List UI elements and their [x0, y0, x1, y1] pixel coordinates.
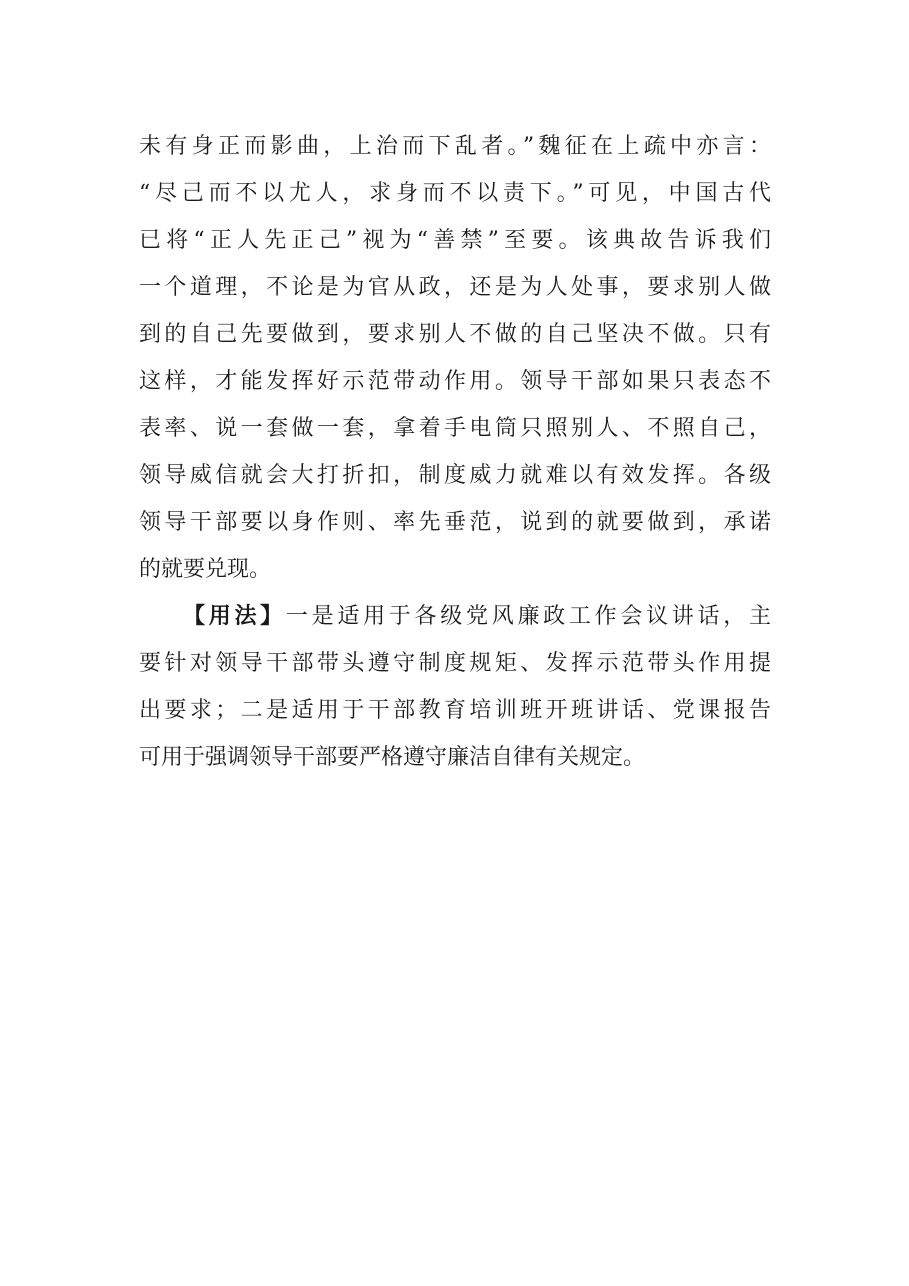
usage-label: 【用法】: [183, 603, 286, 629]
text-line: 一个道理，不论是为官从政，还是为人处事，要求别人做: [139, 275, 771, 300]
text-line: 领导威信就会大打折扣，制度威力就难以有效发挥。各级: [139, 463, 771, 488]
text-line: 这样，才能发挥好示范带动作用。领导干部如果只表态不: [139, 369, 771, 394]
paragraph-story: [139, 123, 771, 593]
text-line: “尽己而不以尤人，求身而不以责下。”可见，中国古代: [139, 181, 771, 206]
text-line: 出要求；二是适用于干部教育培训班开班讲话、党课报告: [139, 698, 771, 723]
text-line: 领导干部要以身作则、率先垂范，说到的就要做到，承诺: [139, 510, 771, 535]
text-line: 到的自己先要做到，要求别人不做的自己坚决不做。只有: [139, 322, 771, 347]
text-line: 要针对领导干部带头遵守制度规矩、发挥示范带头作用提: [139, 651, 771, 676]
text-line: 未有身正而影曲，上治而下乱者。”魏征在上疏中亦言：: [139, 134, 771, 159]
text-line: 可用于强调领导干部要严格遵守廉洁自律有关规定。: [139, 745, 646, 770]
text-line: 的就要兑现。: [139, 557, 272, 582]
text-line: 已将“正人先正己”视为“善禁”至要。该典故告诉我们: [139, 228, 771, 253]
document-body: [139, 123, 771, 781]
text-line: 表率、说一套做一套，拿着手电筒只照别人、不照自己，: [139, 416, 771, 441]
usage-first-line: 一是适用于各级党风廉政工作会议讲话，主: [285, 604, 771, 629]
paragraph-usage: [139, 593, 771, 781]
text-line: [139, 593, 771, 640]
